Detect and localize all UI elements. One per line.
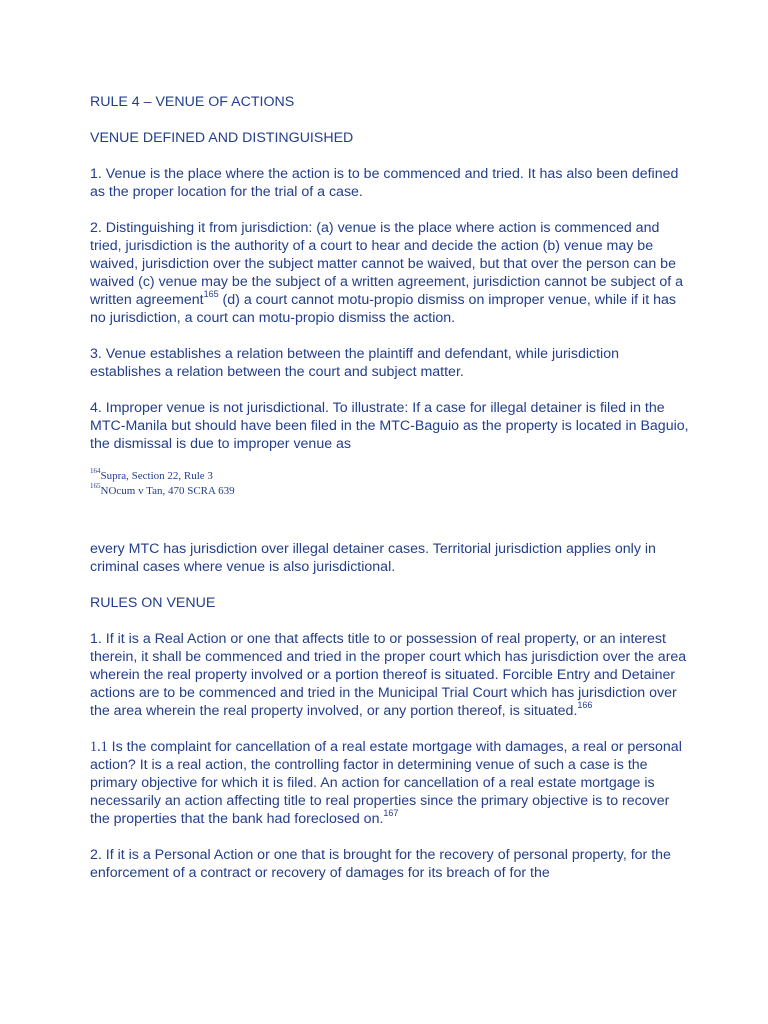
paragraph-5: every MTC has jurisdiction over illegal detainer cases. Territorial jurisdiction applies only in criminal cases where venue is also jurisdictional. [90, 541, 656, 575]
paragraph-2 [90, 219, 690, 327]
paragraph-3: 3. Venue establishes a relation between the plaintiff and defendant, while jurisdiction establishes a relation between the court and subject matter. [90, 346, 619, 380]
footnote-165 [90, 484, 690, 499]
footnote-164 [90, 469, 690, 484]
page-break-spacer [90, 499, 690, 540]
paragraph-2-text-a: 2. Distinguishing it from jurisdiction: (a) venue is the place where action is commenced and tried, jurisdiction is the authority of a court to hear and decide the action (b) venue may be waived, jurisdiction over the subject matter cannot be waived, but that over the person can be waived (c) venue may be the subject of a written agreement, jurisdiction cannot be subject of a written agreement [90, 220, 684, 308]
footnote-text: Supra, Section 22, Rule 3 [100, 470, 213, 482]
footnote-ref-165: 165 [203, 289, 219, 300]
document-title: RULE 4 – VENUE OF ACTIONS [90, 94, 295, 110]
footnotes [90, 469, 690, 499]
paragraph-6-text: 1. If it is a Real Action or one that affects title to or possession of real property, or an interest therein, it shall be commenced and tried in the proper court which has jurisdiction over the area wherein the real property involved or a portion thereof is situated. Forcible Entry and Detainer actions are to be commenced and tried in the Municipal Trial Court which has jurisdiction over the area wherein the real property involved, or any portion thereof, is situated. [90, 631, 687, 719]
footnote-ref-167: 167 [383, 808, 399, 819]
paragraph-7-text: Is the complaint for cancellation of a real estate mortgage with damages, a real or personal action? It is a real action, the controlling factor in determining venue of such a case is the primary objective for which it is filed. An action for cancellation of a real estate mortgage is necessarily an action affecting title to real properties since the primary objective is to recover the properties that the bank had foreclosed on. [90, 739, 682, 827]
paragraph-8: 2. If it is a Personal Action or one that is brought for the recovery of personal property, for the enforcement of a contract or recovery of damages for its breach of for the [90, 847, 671, 881]
footnote-ref-166: 166 [577, 700, 593, 711]
footnote-number: 165 [90, 482, 101, 491]
paragraph-7-number: 1.1 [90, 739, 108, 755]
paragraph-6 [90, 630, 690, 720]
paragraph-7 [90, 738, 690, 828]
section-heading-rules-on-venue: RULES ON VENUE [90, 595, 216, 611]
footnote-text: NOcum v Tan, 470 SCRA 639 [100, 485, 235, 497]
paragraph-1: 1. Venue is the place where the action is to be commenced and tried. It has also been defined as the proper location for the trial of a case. [90, 166, 679, 200]
document-page [90, 93, 690, 900]
paragraph-4: 4. Improper venue is not jurisdictional. To illustrate: If a case for illegal detainer is filed in the MTC-Manila but should have been filed in the MTC-Baguio as the property is located in Baguio, the dismissal is due to improper venue as [90, 400, 689, 452]
paragraph-2-text-b: (d) a court cannot motu-propio dismiss on improper venue, while if it has no jurisdiction, a court can motu-propio dismiss the action. [90, 292, 676, 326]
section-heading-venue-defined: VENUE DEFINED AND DISTINGUISHED [90, 130, 354, 146]
footnote-number: 164 [90, 467, 101, 476]
